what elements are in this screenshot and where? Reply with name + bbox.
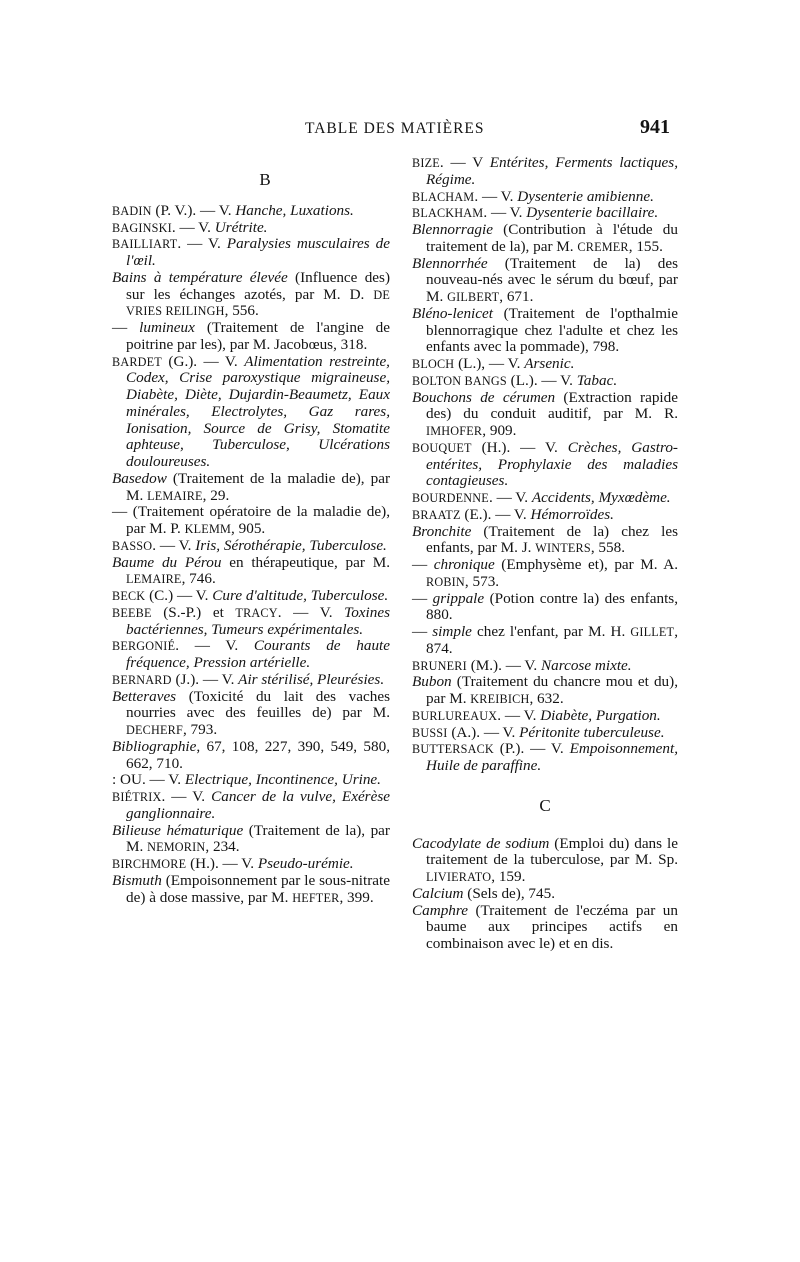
index-entry: Betteraves (Toxicité du lait des vaches nourries avec des feuilles de) par M. DECHERF, 793. — [112, 687, 390, 738]
index-entry: Baume du Pérou en thérapeutique, par M. LEMAIRE, 746. — [112, 553, 390, 588]
index-entry: — lumineux (Traitement de l'angine de poitrine par les), par M. Jacobœus, 318. — [112, 319, 390, 353]
index-entry: Bibliographie, 67, 108, 227, 390, 549, 580, 662, 710. — [112, 737, 390, 772]
index-entry: BLOCH (L.), — V. Arsenic. — [412, 355, 575, 372]
index-entry: BIRCHMORE (H.). — V. Pseudo-urémie. — [112, 855, 354, 872]
index-entry: Bains à température élevée (Influence des) sur les échanges azotés, par M. D. DE VRIES REILINGH, 556. — [112, 268, 391, 320]
index-entry: BASSO. — V. Iris, Sérothérapie, Tuberculose. — [112, 536, 387, 554]
right-entries-top — [412, 155, 678, 775]
left-entries — [112, 203, 390, 907]
right-entries-bottom — [412, 836, 678, 953]
index-entry: BUSSI (A.). — V. Péritonite tuberculeuse. — [412, 723, 665, 741]
index-entry: BLACKHAM. — V. Dysenterie bacillaire. — [412, 204, 659, 222]
index-entry: BADIN (P. V.). — V. Hanche, Luxations. — [112, 201, 354, 219]
index-entry: Camphre (Traitement de l'eczéma par un baume aux principes actifs en combinaison avec le) et en dis. — [412, 901, 678, 952]
left-column — [112, 172, 390, 906]
index-entry: BERNARD (J.). — V. Air stérilisé, Pleurésies. — [112, 670, 385, 688]
index-entry: BLACHAM. — V. Dysenterie amibienne. — [412, 187, 654, 205]
index-entry: Basedow (Traitement de la maladie de), par M. LEMAIRE, 29. — [112, 469, 390, 504]
index-entry: BRUNERI (M.). — V. Narcose mixte. — [412, 656, 632, 674]
section-letter-b: B — [259, 170, 271, 189]
index-entry: Bouchons de cérumen (Extraction rapide des) du conduit auditif, par M. R. IMHOFER, 909. — [412, 388, 678, 439]
header-title: TABLE DES MATIÈRES — [305, 120, 485, 137]
index-entry: BARDET (G.). — V. Alimentation restreinte, Codex, Crise paroxystique migraineuse, Diabète, Diète, Dujardin-Beaumetz, Eaux minérales, Electrolytes, Gaz rares, Ionisation, Source de Grisy, Stomatite aphteuse, Tuberculose, Ulcérations douloureuses. — [112, 352, 390, 470]
index-entry: BIZE. — V Entérites, Ferments lactiques, Régime. — [412, 154, 679, 188]
index-entry: — (Traitement opératoire de la maladie de), par M. P. KLEMM, 905. — [112, 503, 390, 537]
index-entry: BERGONIÉ. — V. Courants de haute fréquence, Pression artérielle. — [112, 637, 390, 671]
index-entry: — grippale (Potion contre la) des enfants, 880. — [412, 589, 679, 624]
index-entry: BOUQUET (H.). — V. Crèches, Gastro-entérites, Prophylaxie des maladies contagieuses. — [412, 438, 678, 490]
index-entry: BAGINSKI. — V. Urétrite. — [112, 218, 268, 236]
index-entry: Bléno-lenicet (Traitement de l'opthalmie blennorragique chez l'adulte et chez les enfants avec la pommade), 798. — [412, 304, 678, 356]
index-entry: BIÉTRIX. — V. Cancer de la vulve, Exérèse ganglionnaire. — [112, 788, 390, 822]
index-entry: BOURDENNE. — V. Accidents, Myxœdème. — [412, 489, 671, 506]
index-entry: Bismuth (Empoisonnement par le sous-nitrate de) à dose massive, par M. HEFTER, 399. — [112, 871, 390, 906]
index-entry: BEEBE (S.-P.) et TRACY. — V. Toxines bactériennes, Tumeurs expérimentales. — [112, 603, 390, 638]
index-entry: Calcium (Sels de), 745. — [412, 884, 556, 902]
page-number: 941 — [640, 116, 670, 138]
index-entry: Cacodylate de sodium (Emploi du) dans le traitement de la tuberculose, par M. Sp. LIVIERATO, 159. — [412, 834, 678, 885]
index-entry: Bilieuse hématurique (Traitement de la), par M. NEMORIN, 234. — [112, 821, 390, 856]
index-entry: BURLUREAUX. — V. Diabète, Purgation. — [412, 706, 661, 724]
index-entry: — chronique (Emphysème et), par M. A. ROBIN, 573. — [412, 556, 679, 590]
index-entry: BAILLIART. — V. Paralysies musculaires de l'œil. — [112, 235, 391, 269]
index-entry: BUTTERSACK (P.). — V. Empoisonnement, Huile de paraffine. — [412, 740, 678, 774]
index-entry: BRAATZ (E.). — V. Hémorroïdes. — [412, 505, 614, 523]
index-entry: — simple chez l'enfant, par M. H. GILLET, 874. — [412, 623, 678, 657]
right-column — [412, 155, 678, 953]
index-entry: BECK (C.) — V. Cure d'altitude, Tuberculose. — [112, 587, 389, 604]
section-letter-c: C — [539, 795, 551, 815]
index-entry: Bubon (Traitement du chancre mou et du), par M. KREIBICH, 632. — [412, 673, 678, 707]
index-entry: : OU. — V. Electrique, Incontinence, Urine. — [112, 771, 381, 789]
index-entry: Bronchite (Traitement de la) chez les enfants, par M. J. WINTERS, 558. — [412, 522, 678, 557]
index-entry: Blennorrhée (Traitement de la) des nouveau-nés avec le sérum du bœuf, par M. GILBERT, 671. — [412, 254, 678, 305]
index-entry: Blennorragie (Contribution à l'étude du traitement de la), par M. CREMER, 155. — [412, 221, 678, 255]
index-entry: BOLTON BANGS (L.). — V. Tabac. — [412, 371, 618, 389]
